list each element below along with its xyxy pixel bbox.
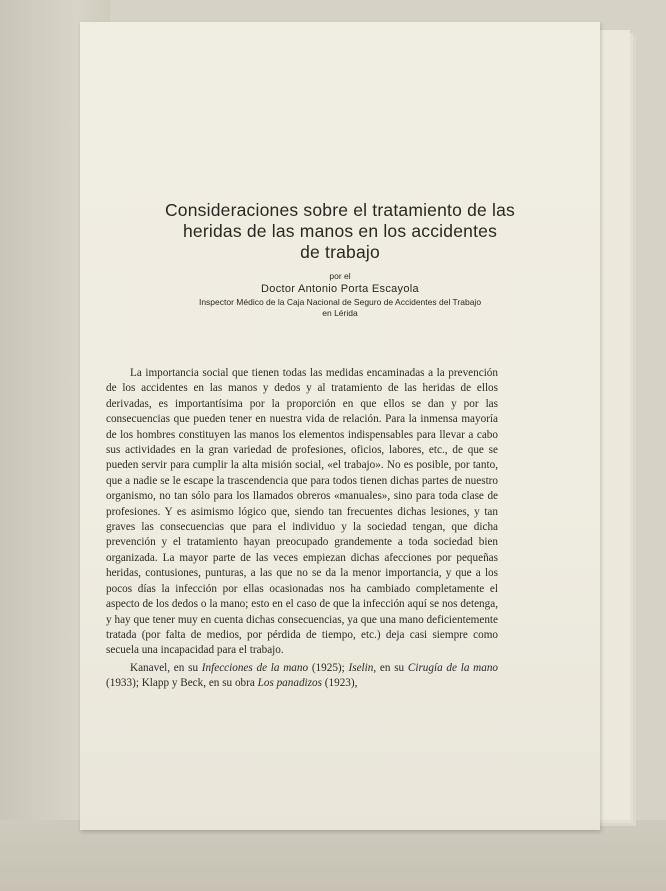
cited-work-title: Los panadizos [257, 677, 322, 690]
cited-work-title: Infecciones de la mano [201, 661, 309, 674]
text-run: Kanavel, en su [130, 661, 202, 674]
paragraph [106, 661, 498, 692]
background-table [0, 820, 666, 891]
document-page [80, 22, 600, 830]
cited-work-title: Cirugía de la mano [407, 661, 499, 674]
affiliation-line: Inspector Médico de la Caja Nacional de Seguro de Accidentes del Trabajo [198, 297, 482, 307]
title-line: heridas de las manos en los accidentes [182, 221, 498, 241]
text-run: (1923), [321, 677, 358, 690]
text-run: , en su [373, 661, 408, 674]
title-line: Consideraciones sobre el tratamiento de las [164, 200, 516, 220]
article-body [106, 366, 498, 692]
paragraph: La importancia social que tienen todas las medidas encaminadas a la prevención de los accidentes en las manos y dedos y al tratamiento de las heridas de ellos derivadas, es importantísima por la proporción en que ellos se dan y por las consecuencias que pueden tener en nuestra vida de relación. Para la inmensa mayoría de los hombres constituyen las manos los elementos indispensables para llevar a cabo sus actividades en la gran variedad de profesiones, oficios, labores, etc., de que se pueden servir para cumplir la alta misión social, «el trabajo». No es posible, por tanto, que a nadie se le escape la trascendencia que para todos tienen dichas partes de nuestro organismo, no tan sólo para los llamados obreros «manuales», sino para toda clase de profesiones. Y es asimismo lógico que, siendo tan frecuentes dichas lesiones, y tan graves las consecuencias que para el individuo y la sociedad tengan, que dicha prevención y el tratamiento hayan preocupado grandemente a toda sociedad bien organizada. La mayor parte de las veces empiezan dichas afecciones por pequeñas heridas, contusiones, punturas, a las que no se da la menor importancia, y que a los pocos días la infección por ellas ocasionadas nos ha cambiado completamente el aspecto de los dedos o la mano; esto en el caso de que la infección aquí se nos detenga, y hay que tener muy en cuenta dichas consecuencias, ya que una mano deficientemente tratada (por falta de medios, por pérdida de tiempo, etc.) deja casi siempre como secuela una incapacidad para el trabajo. [106, 367, 498, 657]
title-line: de trabajo [300, 242, 380, 262]
text-run: (1925); [308, 661, 349, 674]
byline [80, 270, 600, 318]
affiliation-line: en Lérida [322, 307, 358, 318]
cited-author: Iselin [348, 661, 374, 674]
by-label: por el [329, 271, 351, 281]
text-run: (1933); Klapp y Beck, en su obra [106, 677, 258, 690]
author-affiliation [80, 297, 600, 318]
author-name: Doctor Antonio Porta Escayola [261, 283, 419, 295]
article-title [80, 200, 600, 263]
